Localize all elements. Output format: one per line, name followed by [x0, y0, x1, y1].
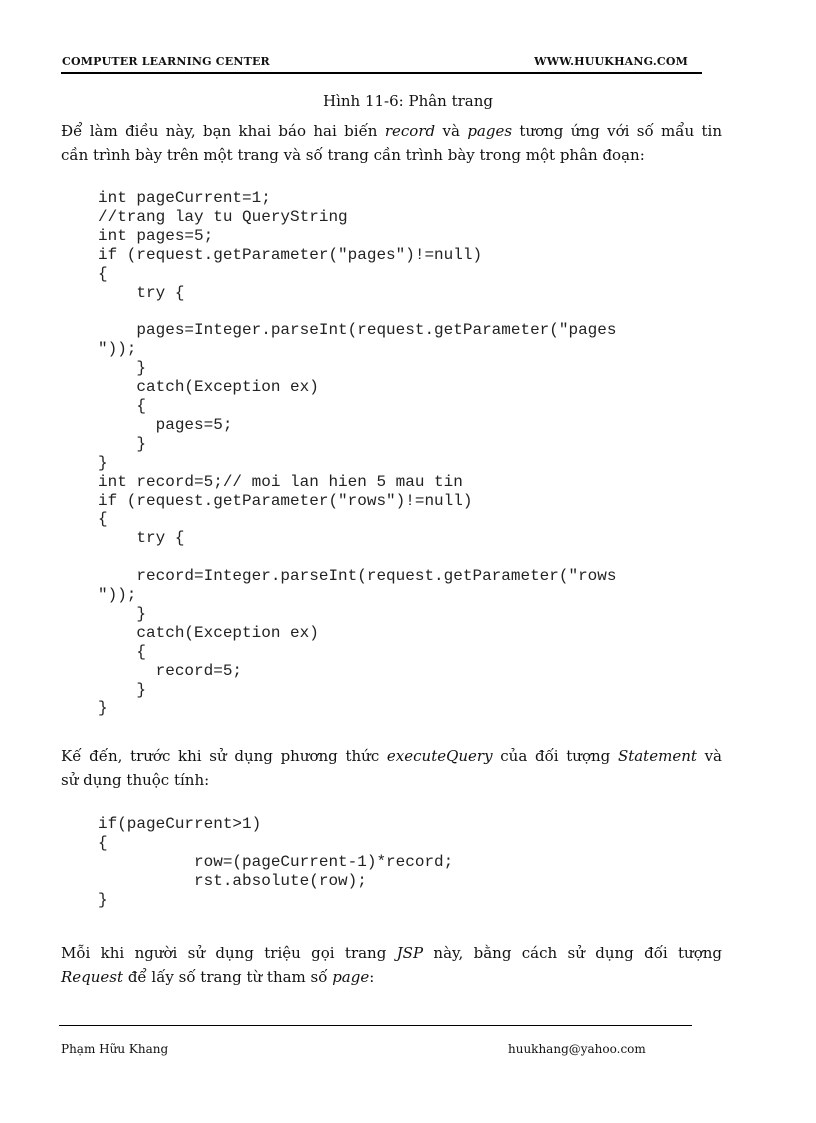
footer-author: Phạm Hữu Khang: [61, 1042, 169, 1056]
paragraph-execute-query-line-1: Kế đến, trước khi sử dụng phương thức executeQuery của đối tượng Statement và: [61, 747, 723, 765]
paragraph-execute-query: [61, 744, 722, 792]
header-right-website: WWW.HUUKHANG.COM: [534, 55, 688, 68]
paragraph-execute-query-line-2: sử dụng thuộc tính:: [61, 771, 210, 789]
paragraph-request-page-line-2: Request để lấy số trang từ tham số page:: [61, 968, 375, 986]
paragraph-intro-line-1: Để làm điều này, bạn khai báo hai biến record và pages tương ứng với số mẩu tin: [61, 122, 722, 140]
figure-caption: Hình 11-6: Phân trang: [322, 92, 494, 110]
header-left-title: COMPUTER LEARNING CENTER: [62, 55, 270, 68]
paragraph-request-page: [61, 941, 722, 989]
footer-divider: [59, 1025, 692, 1026]
code-block-absolute-row: if(pageCurrent>1) { row=(pageCurrent-1)*record; rst.absolute(row); }: [98, 815, 454, 909]
paragraph-intro-line-2: cần trình bày trên một trang và số trang cần trình bày trong một phân đoạn:: [61, 146, 645, 164]
page-header: [61, 55, 702, 74]
code-block-pagination-params: int pageCurrent=1; //trang lay tu QueryString int pages=5; if (request.getParameter("pages")!=null) { try { pages=Integer.parseInt(request.getParameter("pages ")); } catch(Exception ex) { pages=5; } } int record=5;// moi lan hien 5 mau tin if (request.getParameter("rows")!=null) { try { record=Integer.parseInt(request.getParameter("rows ")); } catch(Exception ex) { record=5; } }: [98, 189, 617, 718]
paragraph-request-page-line-1: Mỗi khi người sử dụng triệu gọi trang JSP này, bằng cách sử dụng đối tượng: [61, 944, 723, 962]
footer-email: huukhang@yahoo.com: [508, 1042, 646, 1056]
paragraph-intro: [61, 119, 722, 167]
